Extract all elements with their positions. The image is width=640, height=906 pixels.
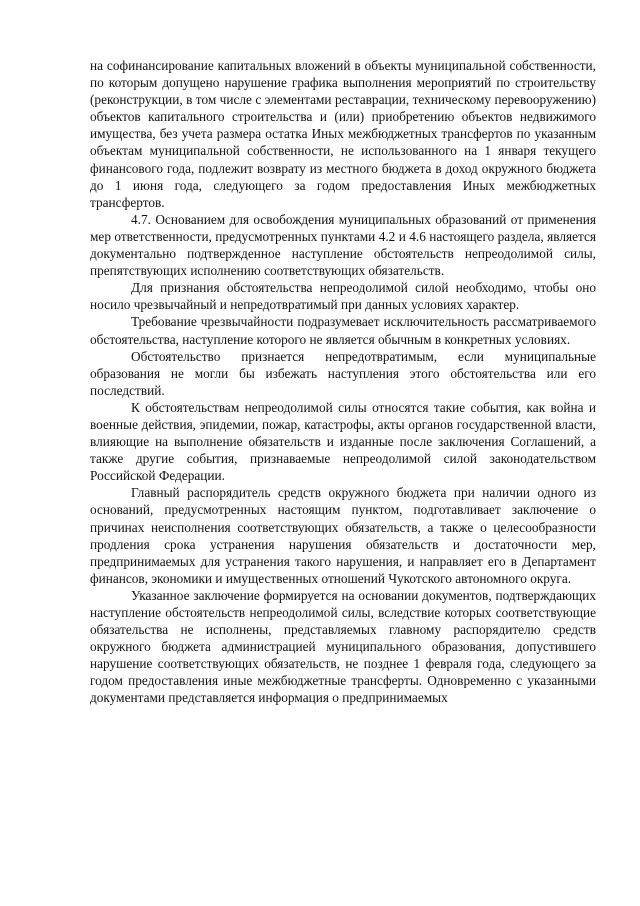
- paragraph-main-administrator-conclusion: Главный распорядитель средств окружного бюджета при наличии одного из оснований, предусмотренных настоящим пунктом, подготавливает заключение о причинах неисполнения соответствующих обязательств, а также о целесообразности продления срока устранения нарушения обязательств и достаточности мер, предпринимаемых для устранения такого нарушения, и направляет его в Департамент финансов, экономики и имущественных отношений Чукотского автономного округа.: [90, 485, 596, 586]
- paragraph-conclusion-basis: Указанное заключение формируется на основании документов, подтверждающих наступление обстоятельств непреодолимой силы, вследствие которых соответствующие обязательства не исполнены, представляемых главному распорядителю средств окружного бюджета администрацией муниципального образования, допустившего нарушение соответствующих обязательств, не позднее 1 февраля года, следующего за годом предоставления иные межбюджетные трансферты. Одновременно с указанными документами представляется информация о предпринимаемых: [90, 587, 596, 706]
- paragraph-extraordinariness: Требование чрезвычайности подразумевает исключительность рассматриваемого обстоятельства, наступление которого не является обычным в конкретных условиях.: [90, 314, 596, 347]
- paragraph-unavoidability: Обстоятельство признается непредотвратимым, если муниципальные образования не могли бы избежать наступления этого обстоятельства или его последствий.: [90, 348, 596, 398]
- document-page: [90, 57, 596, 707]
- paragraph-force-majeure-events: К обстоятельствам непреодолимой силы относятся такие события, как война и военные действия, эпидемии, пожар, катастрофы, акты органов государственной власти, влияющие на выполнение обязательств и изданные после заключения Соглашений, а также другие события, признаваемые непреодолимой силой законодательством Российской Федерации.: [90, 399, 596, 484]
- paragraph-4-7: 4.7. Основанием для освобождения муниципальных образований от применения мер ответственности, предусмотренных пунктами 4.2 и 4.6 настоящего раздела, является документально подтвержденное наступление обстоятельств непреодолимой силы, препятствующих исполнению соответствующих обязательств.: [90, 211, 596, 279]
- paragraph-force-majeure-definition: Для признания обстоятельства непреодолимой силой необходимо, чтобы оно носило чрезвычайный и непредотвратимый при данных условиях характер.: [90, 280, 596, 313]
- paragraph-continuation: на софинансирование капитальных вложений в объекты муниципальной собственности, по которым допущено нарушение графика выполнения мероприятий по строительству (реконструкции, в том числе с элементами реставрации, техническому перевооружению) объектов капитального строительства и (или) приобретению объектов недвижимого имущества, без учета размера остатка Иных межбюджетных трансфертов по указанным объектам муниципальной собственности, не использованного на 1 января текущего финансового года, подлежит возврату из местного бюджета в доход окружного бюджета до 1 июня года, следующего за годом предоставления Иных межбюджетных трансфертов.: [90, 58, 596, 210]
